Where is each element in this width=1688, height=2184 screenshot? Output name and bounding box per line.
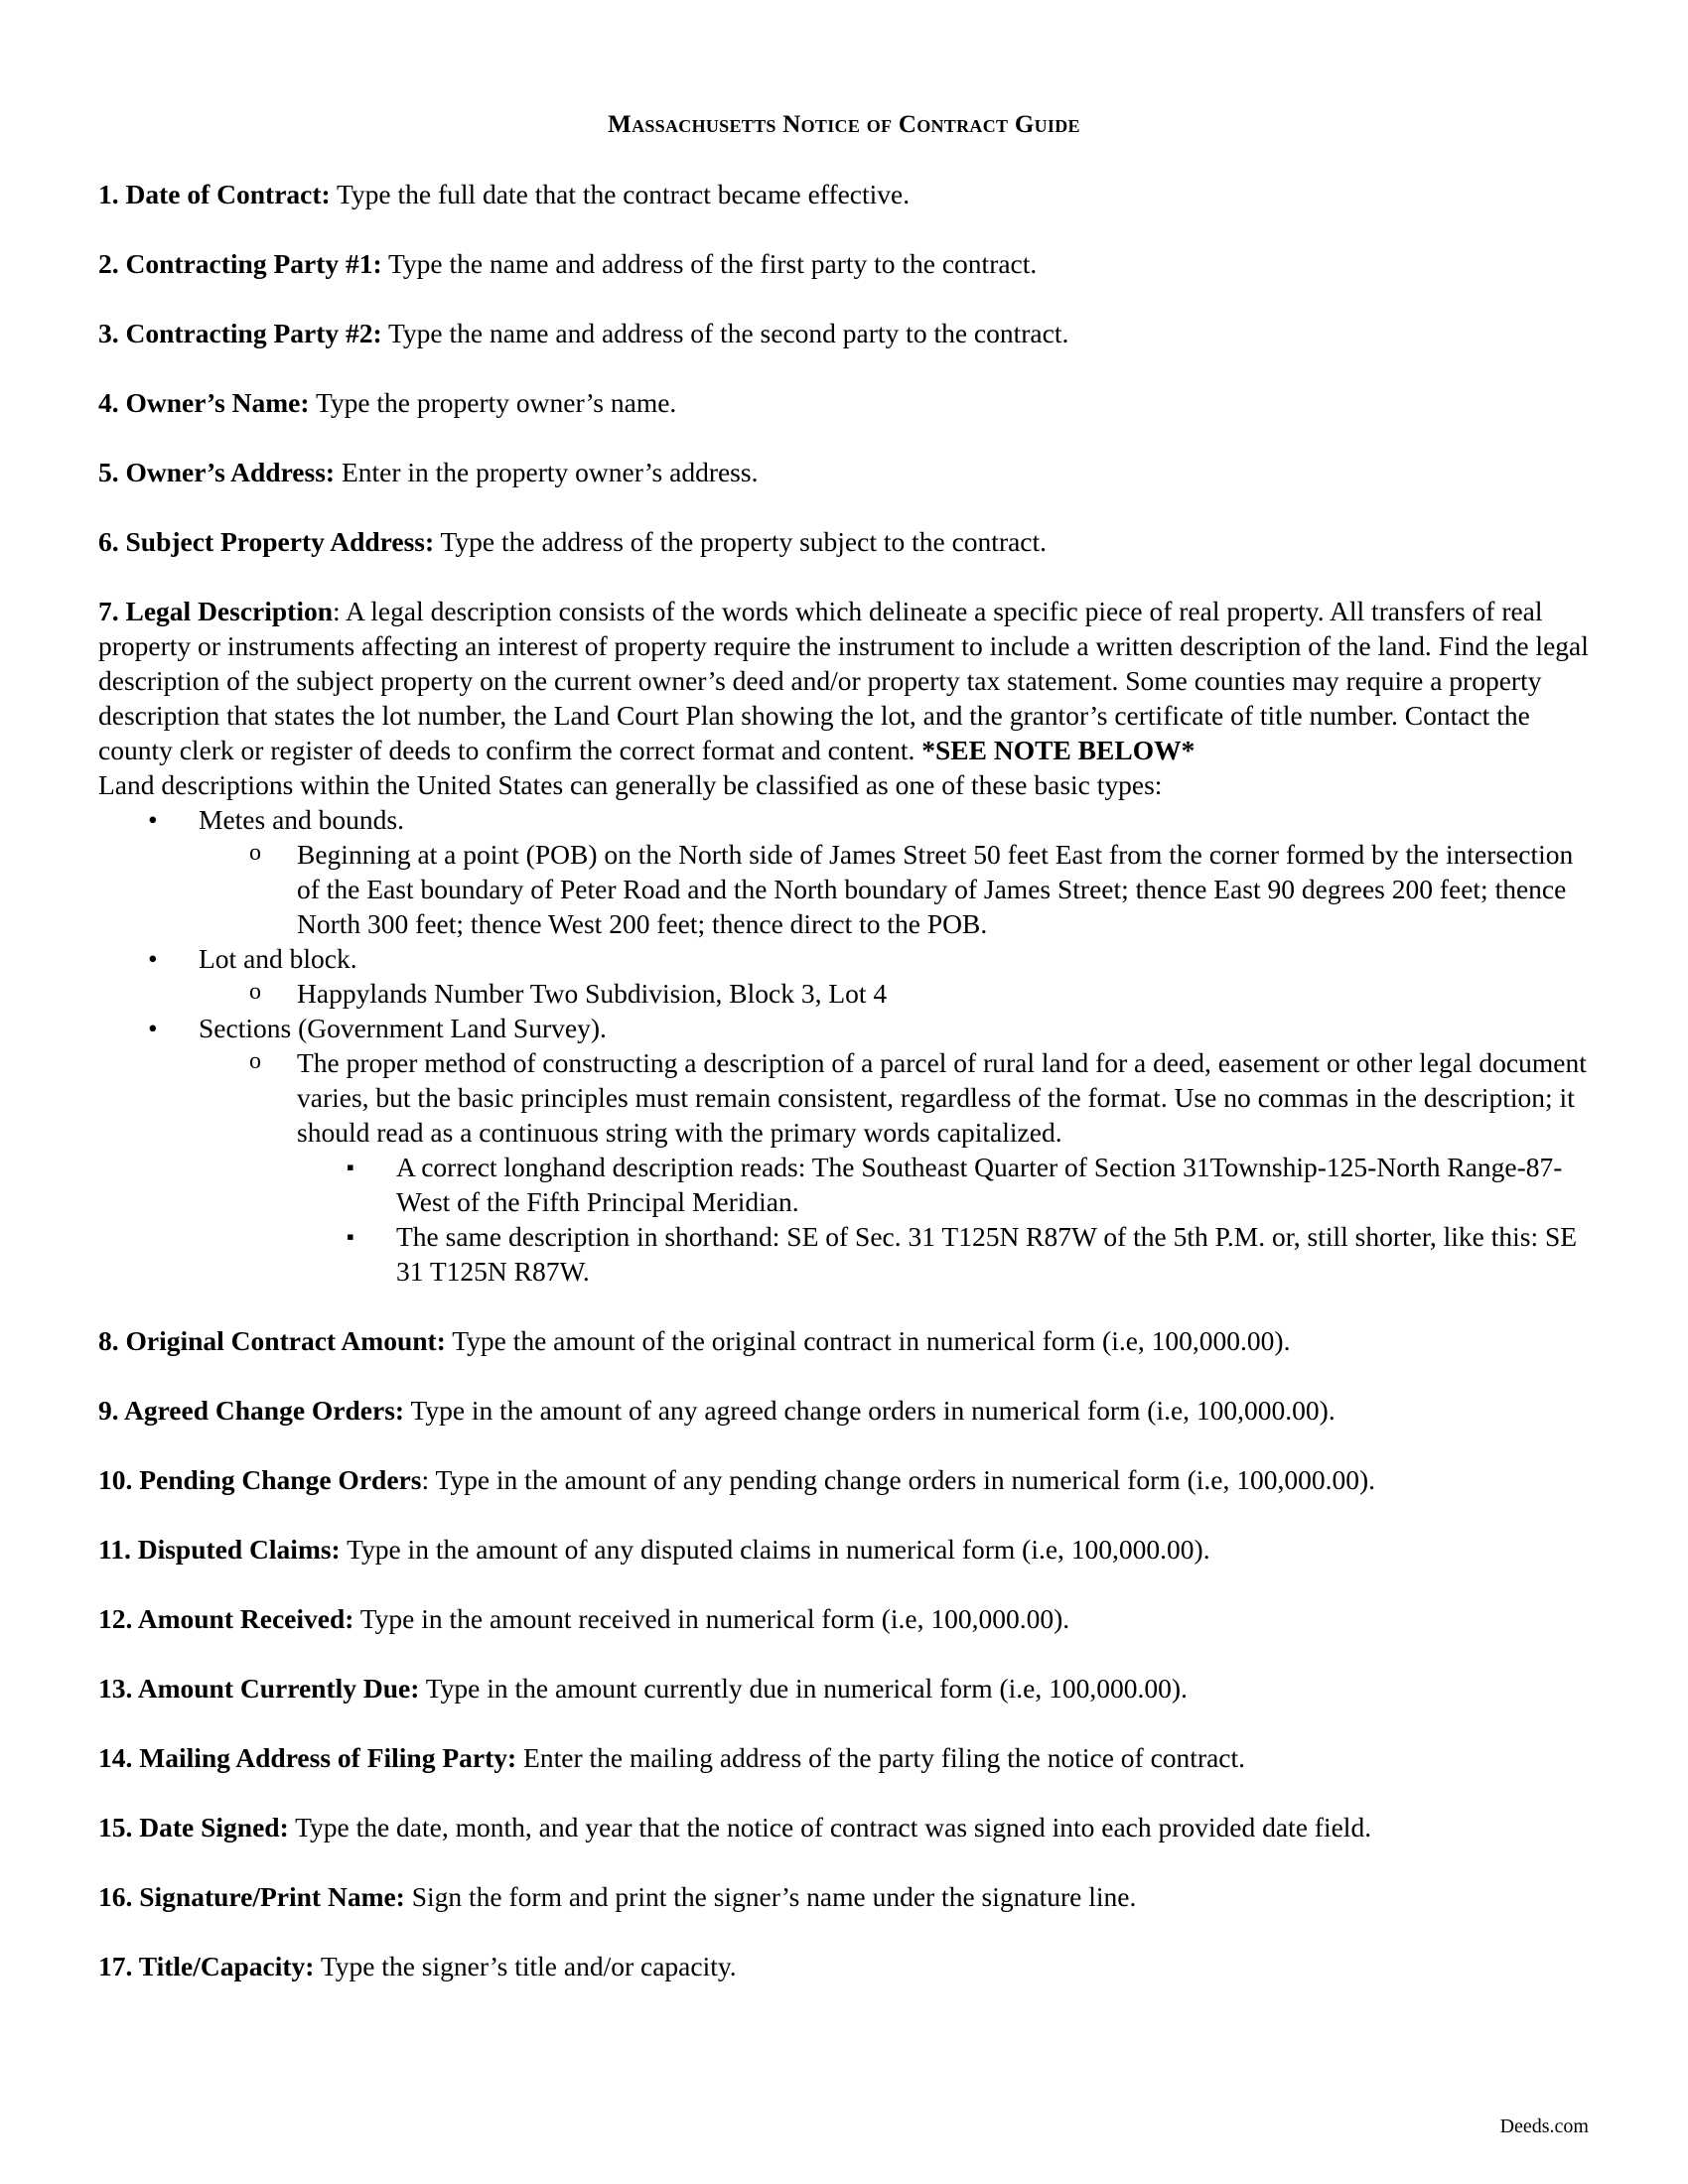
- item-text: Type the full date that the contract became effective.: [330, 179, 911, 209]
- item-text: : Type in the amount of any pending change orders in numerical form (i.e, 100,000.00).: [421, 1464, 1376, 1495]
- guide-item-16: [98, 1879, 1598, 1914]
- item-text: Type in the amount currently due in numerical form (i.e, 100,000.00).: [419, 1673, 1188, 1704]
- guide-item-14: [98, 1740, 1598, 1775]
- item-label: 13. Amount Currently Due:: [98, 1673, 420, 1704]
- example-list: [199, 1045, 1598, 1289]
- guide-item-13: [98, 1671, 1598, 1706]
- guide-item-15: [98, 1810, 1598, 1844]
- item-label: 1. Date of Contract:: [98, 179, 331, 209]
- item-label: 11. Disputed Claims:: [98, 1534, 341, 1565]
- example-text: The proper method of constructing a description of a parcel of rural land for a deed, easement or other legal document varies, but the basic principles must remain consistent, regardless of the format. Use no commas in the description; it should read as a continuous string with the primary words capitalized.: [297, 1047, 1587, 1148]
- item-text: Type the signer’s title and/or capacity.: [314, 1951, 737, 1981]
- guide-content: [98, 177, 1598, 2018]
- footer-brand: Deeds.com: [1499, 2116, 1589, 2137]
- example-list: [199, 976, 1598, 1011]
- item-text: Type the name and address of the first party to the contract.: [381, 248, 1038, 279]
- item-label: 4. Owner’s Name:: [98, 387, 310, 418]
- page-title: Massachusetts Notice of Contract Guide: [608, 111, 1080, 138]
- item-label: 2. Contracting Party #1:: [98, 248, 382, 279]
- land-type-lot-block: [98, 941, 1598, 1011]
- item-label: 14. Mailing Address of Filing Party:: [98, 1742, 517, 1773]
- item-label: 15. Date Signed:: [98, 1812, 289, 1843]
- guide-item-1: [98, 177, 1598, 211]
- land-type-sections: [98, 1011, 1598, 1289]
- guide-item-5: [98, 455, 1598, 489]
- example-item: [98, 1045, 1598, 1289]
- guide-item-9: [98, 1393, 1598, 1428]
- guide-item-6: [98, 524, 1598, 559]
- item-label: 8. Original Contract Amount:: [98, 1325, 446, 1356]
- detail-list: [297, 1150, 1598, 1289]
- item-text: Type the address of the property subject to the contract.: [434, 526, 1048, 557]
- item-text: Type the name and address of the second party to the contract.: [381, 318, 1069, 348]
- guide-item-12: [98, 1601, 1598, 1636]
- guide-item-11: [98, 1532, 1598, 1567]
- item-text: Type in the amount of any agreed change orders in numerical form (i.e, 100,000.00).: [404, 1395, 1336, 1426]
- guide-item-10: [98, 1462, 1598, 1497]
- guide-item-3: [98, 316, 1598, 350]
- land-types-intro: Land descriptions within the United States can generally be classified as one of these basic types:: [98, 769, 1163, 800]
- item-text: Enter in the property owner’s address.: [335, 457, 759, 487]
- land-type-metes-bounds: [98, 802, 1598, 941]
- see-note-below: *SEE NOTE BELOW*: [921, 735, 1196, 765]
- land-type-list: [98, 802, 1598, 1289]
- item-label: 6. Subject Property Address:: [98, 526, 435, 557]
- item-text: Sign the form and print the signer’s name under the signature line.: [404, 1881, 1137, 1912]
- legal-description-paragraph: [98, 594, 1598, 767]
- item-text: Type in the amount of any disputed claims in numerical form (i.e, 100,000.00).: [340, 1534, 1210, 1565]
- guide-item-4: [98, 385, 1598, 420]
- detail-item-shorthand: ▪ The same description in shorthand: SE of Sec. 31 T125N R87W of the 5th P.M. or, still shorter, like this: SE 31 T125N R87W.: [98, 1219, 1598, 1289]
- item-label: 16. Signature/Print Name:: [98, 1881, 405, 1912]
- item-text: Type in the amount received in numerical form (i.e, 100,000.00).: [353, 1603, 1070, 1634]
- example-item: o Happylands Number Two Subdivision, Block 3, Lot 4: [98, 976, 1598, 1011]
- land-type-label: Metes and bounds.: [199, 804, 404, 835]
- item-text: Enter the mailing address of the party filing the notice of contract.: [516, 1742, 1246, 1773]
- land-type-label: Sections (Government Land Survey).: [199, 1013, 607, 1043]
- item-label: 7. Legal Description: [98, 596, 334, 626]
- detail-item-longhand: ▪ A correct longhand description reads: The Southeast Quarter of Section 31Township-125-North Range-87-West of the Fifth Principal Meridian.: [98, 1150, 1598, 1219]
- item-text: Type the amount of the original contract in numerical form (i.e, 100,000.00).: [445, 1325, 1291, 1356]
- guide-item-17: [98, 1949, 1598, 1983]
- item-text: : A legal description consists of the words which delineate a specific piece of real property. All transfers of real property or instruments affecting an interest of property require the instrument to include a written description of the land. Find the legal description of the subject property on the current owner’s deed and/or property tax statement. Some counties may require a property description that states the lot number, the Land Court Plan showing the lot, and the grantor’s certificate of title number. Contact the county clerk or register of deeds to confirm the correct format and content.: [98, 596, 1589, 765]
- item-text: Type the property owner’s name.: [309, 387, 677, 418]
- land-type-label: Lot and block.: [199, 943, 357, 974]
- item-text: Type the date, month, and year that the notice of contract was signed into each provided date field.: [288, 1812, 1372, 1843]
- item-label: 5. Owner’s Address:: [98, 457, 336, 487]
- guide-item-8: [98, 1323, 1598, 1358]
- guide-item-7-legal-description: [98, 594, 1598, 1289]
- example-item: o Beginning at a point (POB) on the North side of James Street 50 feet East from the corner formed by the intersection of the East boundary of Peter Road and the North boundary of James Street; thence East 90 degrees 200 feet; thence North 300 feet; thence West 200 feet; thence direct to the POB.: [98, 837, 1598, 941]
- item-label: 17. Title/Capacity:: [98, 1951, 315, 1981]
- item-label: 10. Pending Change Orders: [98, 1464, 422, 1495]
- item-label: 12. Amount Received:: [98, 1603, 354, 1634]
- example-list: [199, 837, 1598, 941]
- guide-item-2: [98, 246, 1598, 281]
- item-label: 9. Agreed Change Orders:: [98, 1395, 405, 1426]
- item-label: 3. Contracting Party #2:: [98, 318, 382, 348]
